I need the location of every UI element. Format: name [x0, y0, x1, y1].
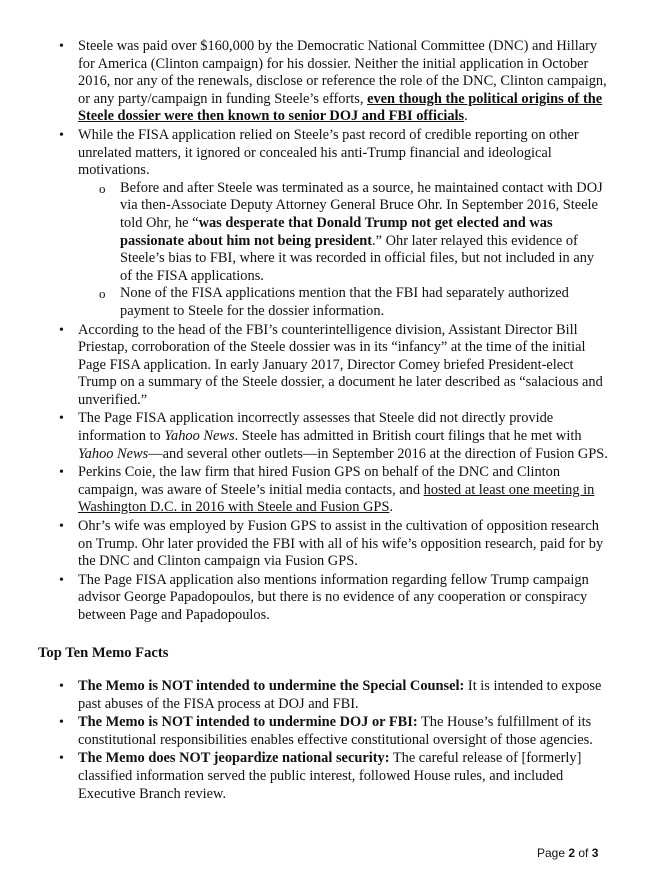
sub-item-text-end: .” Ohr later relayed this evidence of Steele’s bias to FBI, where it was recorded in official files, but not included in any of the FISA applications. [120, 232, 595, 284]
fact-title: The Memo is NOT intended to undermine DOJ or FBI: [78, 714, 418, 731]
bullet-icon: • [59, 322, 64, 338]
bullet-icon: • [59, 715, 64, 731]
publication-name: Yahoo News [164, 428, 235, 445]
fact-item [0, 750, 658, 803]
fact-item [0, 714, 658, 749]
total-pages: 3 [591, 846, 599, 860]
fact-text: The careful release of [formerly] classified information served the public interest, followed House rules, and included Executive Branch review. [78, 750, 582, 802]
of-label: of [575, 846, 592, 860]
bullet-icon: • [59, 411, 64, 427]
fact-item [0, 678, 658, 713]
facts-list [0, 678, 658, 804]
list-item [0, 127, 658, 321]
publication-name: Yahoo News [78, 445, 149, 462]
item-text: Steele was paid over $160,000 by the Democratic National Committee (DNC) and Hillary for America (Clinton campaign) for his dossier. Neither the initial application in October 2016, nor any of the renewals, disclose or reference the role of the DNC, Clinton campaign, or any party/campaign in funding Steele’s efforts, [78, 38, 607, 107]
bullet-icon: • [59, 465, 64, 481]
bullet-icon: • [59, 572, 64, 588]
item-text: . Steele has admitted in British court filings that he met with [234, 428, 582, 445]
bullet-icon: • [59, 751, 64, 767]
current-page: 2 [568, 846, 576, 860]
sub-list-item [78, 180, 608, 286]
sub-bullet-list [78, 180, 608, 321]
page-label: Page [537, 846, 569, 860]
bullet-list [0, 38, 658, 626]
item-text-end: . [389, 499, 394, 516]
list-item [0, 322, 658, 410]
list-item [0, 38, 658, 126]
item-text: While the FISA application relied on Steele’s past record of credible reporting on other unrelated matters, it ignored or concealed his anti-Trump financial and ideological motivations. [78, 126, 579, 179]
sub-item-text: Before and after Steele was terminated as a source, he maintained contact with DOJ via then-Associate Deputy Attorney General Bruce Ohr. In September 2016, Steele told Ohr, he “ [120, 179, 603, 231]
bullet-icon: • [59, 679, 64, 694]
list-item [0, 572, 658, 625]
item-text: Ohr’s wife was employed by Fusion GPS to assist in the cultivation of opposition research on Trump. Ohr later provided the FBI with all of his wife’s opposition research, paid for by the DNC and Clinton campaign via Fusion GPS. [78, 518, 604, 570]
list-item [0, 464, 658, 517]
fact-text: The House’s fulfillment of its constitutional responsibilities enables effective constitutional oversight of those agencies. [78, 714, 593, 748]
item-text-end: . [464, 108, 468, 125]
fact-title: The Memo does NOT jeopardize national security: [78, 750, 390, 767]
section-heading: Top Ten Memo Facts [38, 645, 169, 661]
bullet-icon: • [59, 127, 64, 143]
quote-emphasis: was desperate that Donald Trump not get elected and was passionate about him not being president [120, 214, 553, 249]
item-emphasis: even though the political origins of the Steele dossier were then known to senior DOJ and FBI officials [78, 90, 603, 125]
circle-bullet-icon: o [99, 180, 106, 196]
item-text: The Page FISA application incorrectly assesses that Steele did not directly provide information to [78, 410, 554, 445]
item-text: —and several other outlets—in September 2016 at the direction of Fusion GPS. [148, 445, 608, 462]
bullet-icon: • [59, 519, 64, 535]
list-item [0, 518, 658, 571]
fact-text: It is intended to expose past abuses of the FISA process at DOJ and FBI. [78, 678, 602, 712]
fact-title: The Memo is NOT intended to undermine the Special Counsel: [78, 678, 465, 694]
page-number [537, 846, 598, 860]
bullet-icon: • [59, 39, 64, 54]
underlined-text: hosted at least one meeting in Washington D.C. in 2016 with Steele and Fusion GPS [78, 481, 595, 516]
list-item [0, 410, 658, 463]
item-text: Perkins Coie, the law firm that hired Fusion GPS on behalf of the DNC and Clinton campaign, was aware of Steele’s initial media contacts, and [78, 464, 561, 498]
item-text: According to the head of the FBI’s counterintelligence division, Assistant Director Bill Priestap, corroboration of the Steele dossier was in its “infancy” at the time of the initial Page FISA application. In early January 2017, Director Comey briefed President-elect Trump on a summary of the Steele dossier, a document he later described as “salacious and unverified.” [78, 321, 603, 408]
circle-bullet-icon: o [99, 286, 106, 302]
item-text: The Page FISA application also mentions information regarding fellow Trump campaign advisor George Papadopoulos, but there is no evidence of any cooperation or conspiracy between Page and Papadopoulos. [78, 571, 589, 623]
sub-list-item [78, 285, 608, 320]
sub-item-text: None of the FISA applications mention that the FBI had separately authorized payment to Steele for the dossier information. [120, 285, 569, 319]
